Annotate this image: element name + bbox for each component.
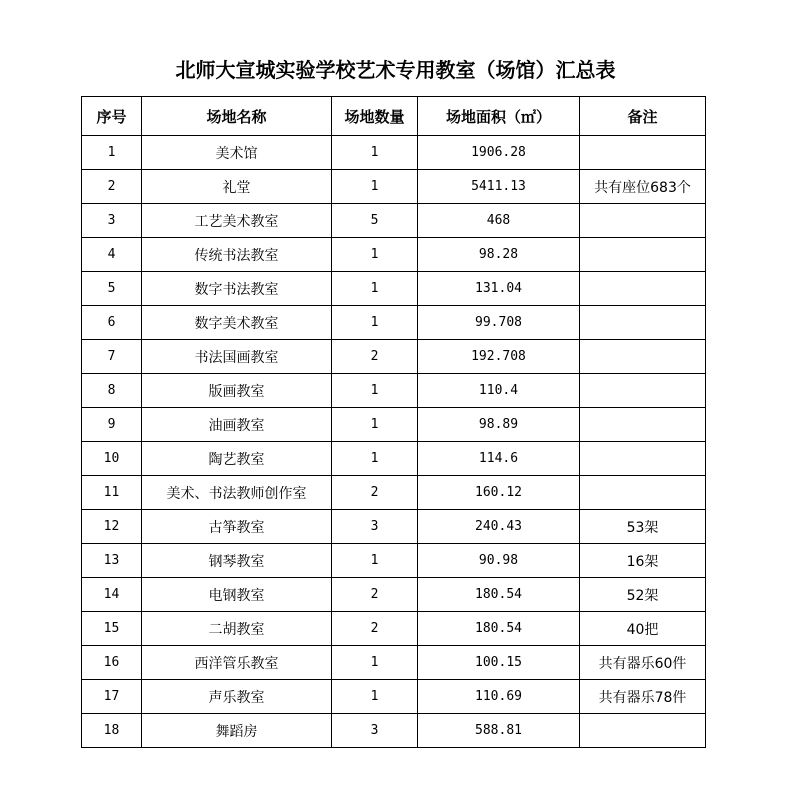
cell-note: 53架 bbox=[580, 510, 706, 544]
header-no: 序号 bbox=[82, 97, 142, 136]
cell-no: 5 bbox=[82, 272, 142, 306]
cell-area: 98.28 bbox=[418, 238, 580, 272]
cell-count: 5 bbox=[332, 204, 418, 238]
cell-count: 1 bbox=[332, 272, 418, 306]
cell-note bbox=[580, 136, 706, 170]
cell-no: 4 bbox=[82, 238, 142, 272]
cell-area: 100.15 bbox=[418, 646, 580, 680]
cell-area: 90.98 bbox=[418, 544, 580, 578]
table-row bbox=[82, 136, 706, 170]
cell-name: 版画教室 bbox=[142, 374, 332, 408]
cell-count: 2 bbox=[332, 578, 418, 612]
table-row bbox=[82, 578, 706, 612]
cell-count: 1 bbox=[332, 238, 418, 272]
cell-area: 1906.28 bbox=[418, 136, 580, 170]
cell-no: 16 bbox=[82, 646, 142, 680]
cell-note: 16架 bbox=[580, 544, 706, 578]
table-row bbox=[82, 272, 706, 306]
cell-area: 240.43 bbox=[418, 510, 580, 544]
cell-name: 美术、书法教师创作室 bbox=[142, 476, 332, 510]
table-body bbox=[82, 136, 706, 748]
cell-name: 西洋管乐教室 bbox=[142, 646, 332, 680]
cell-count: 2 bbox=[332, 340, 418, 374]
cell-count: 1 bbox=[332, 306, 418, 340]
cell-note bbox=[580, 306, 706, 340]
cell-count: 1 bbox=[332, 408, 418, 442]
cell-area: 588.81 bbox=[418, 714, 580, 748]
cell-no: 7 bbox=[82, 340, 142, 374]
table-row bbox=[82, 238, 706, 272]
cell-area: 98.89 bbox=[418, 408, 580, 442]
cell-note bbox=[580, 272, 706, 306]
header-name: 场地名称 bbox=[142, 97, 332, 136]
cell-name: 油画教室 bbox=[142, 408, 332, 442]
summary-table bbox=[81, 96, 706, 748]
cell-note bbox=[580, 714, 706, 748]
cell-count: 1 bbox=[332, 544, 418, 578]
cell-count: 1 bbox=[332, 170, 418, 204]
cell-note bbox=[580, 204, 706, 238]
cell-name: 声乐教室 bbox=[142, 680, 332, 714]
cell-count: 3 bbox=[332, 714, 418, 748]
cell-note bbox=[580, 476, 706, 510]
table-row bbox=[82, 442, 706, 476]
table-row bbox=[82, 476, 706, 510]
cell-name: 礼堂 bbox=[142, 170, 332, 204]
cell-name: 工艺美术教室 bbox=[142, 204, 332, 238]
cell-note: 40把 bbox=[580, 612, 706, 646]
cell-note: 共有器乐60件 bbox=[580, 646, 706, 680]
cell-count: 1 bbox=[332, 442, 418, 476]
cell-area: 5411.13 bbox=[418, 170, 580, 204]
cell-note: 52架 bbox=[580, 578, 706, 612]
cell-note bbox=[580, 238, 706, 272]
table-row bbox=[82, 714, 706, 748]
cell-no: 9 bbox=[82, 408, 142, 442]
cell-count: 1 bbox=[332, 136, 418, 170]
cell-note: 共有座位683个 bbox=[580, 170, 706, 204]
cell-note bbox=[580, 340, 706, 374]
cell-name: 二胡教室 bbox=[142, 612, 332, 646]
table-row bbox=[82, 306, 706, 340]
cell-no: 15 bbox=[82, 612, 142, 646]
table-row bbox=[82, 170, 706, 204]
table-row bbox=[82, 646, 706, 680]
cell-name: 舞蹈房 bbox=[142, 714, 332, 748]
cell-count: 1 bbox=[332, 646, 418, 680]
cell-no: 11 bbox=[82, 476, 142, 510]
cell-area: 99.708 bbox=[418, 306, 580, 340]
cell-name: 钢琴教室 bbox=[142, 544, 332, 578]
header-note: 备注 bbox=[580, 97, 706, 136]
cell-area: 180.54 bbox=[418, 578, 580, 612]
cell-area: 468 bbox=[418, 204, 580, 238]
cell-name: 电钢教室 bbox=[142, 578, 332, 612]
cell-no: 1 bbox=[82, 136, 142, 170]
table-row bbox=[82, 510, 706, 544]
cell-note bbox=[580, 374, 706, 408]
cell-count: 2 bbox=[332, 612, 418, 646]
table-row bbox=[82, 612, 706, 646]
cell-note: 共有器乐78件 bbox=[580, 680, 706, 714]
cell-no: 3 bbox=[82, 204, 142, 238]
cell-area: 192.708 bbox=[418, 340, 580, 374]
cell-name: 古筝教室 bbox=[142, 510, 332, 544]
cell-no: 13 bbox=[82, 544, 142, 578]
table-row bbox=[82, 204, 706, 238]
cell-note bbox=[580, 408, 706, 442]
cell-name: 陶艺教室 bbox=[142, 442, 332, 476]
cell-area: 160.12 bbox=[418, 476, 580, 510]
cell-count: 1 bbox=[332, 680, 418, 714]
cell-no: 8 bbox=[82, 374, 142, 408]
cell-no: 10 bbox=[82, 442, 142, 476]
cell-count: 3 bbox=[332, 510, 418, 544]
table-row bbox=[82, 374, 706, 408]
cell-name: 美术馆 bbox=[142, 136, 332, 170]
cell-area: 110.4 bbox=[418, 374, 580, 408]
cell-count: 2 bbox=[332, 476, 418, 510]
cell-no: 18 bbox=[82, 714, 142, 748]
cell-no: 6 bbox=[82, 306, 142, 340]
cell-no: 12 bbox=[82, 510, 142, 544]
cell-note bbox=[580, 442, 706, 476]
cell-area: 114.6 bbox=[418, 442, 580, 476]
table-header-row bbox=[82, 97, 706, 136]
page-title: 北师大宣城实验学校艺术专用教室（场馆）汇总表 bbox=[175, 58, 616, 82]
table-row bbox=[82, 544, 706, 578]
table-row bbox=[82, 340, 706, 374]
cell-name: 数字书法教室 bbox=[142, 272, 332, 306]
cell-no: 14 bbox=[82, 578, 142, 612]
cell-area: 180.54 bbox=[418, 612, 580, 646]
cell-name: 传统书法教室 bbox=[142, 238, 332, 272]
table-row bbox=[82, 408, 706, 442]
cell-count: 1 bbox=[332, 374, 418, 408]
header-area: 场地面积（㎡） bbox=[418, 97, 580, 136]
header-count: 场地数量 bbox=[332, 97, 418, 136]
cell-no: 17 bbox=[82, 680, 142, 714]
cell-area: 110.69 bbox=[418, 680, 580, 714]
cell-name: 书法国画教室 bbox=[142, 340, 332, 374]
cell-area: 131.04 bbox=[418, 272, 580, 306]
cell-no: 2 bbox=[82, 170, 142, 204]
table-row bbox=[82, 680, 706, 714]
cell-name: 数字美术教室 bbox=[142, 306, 332, 340]
